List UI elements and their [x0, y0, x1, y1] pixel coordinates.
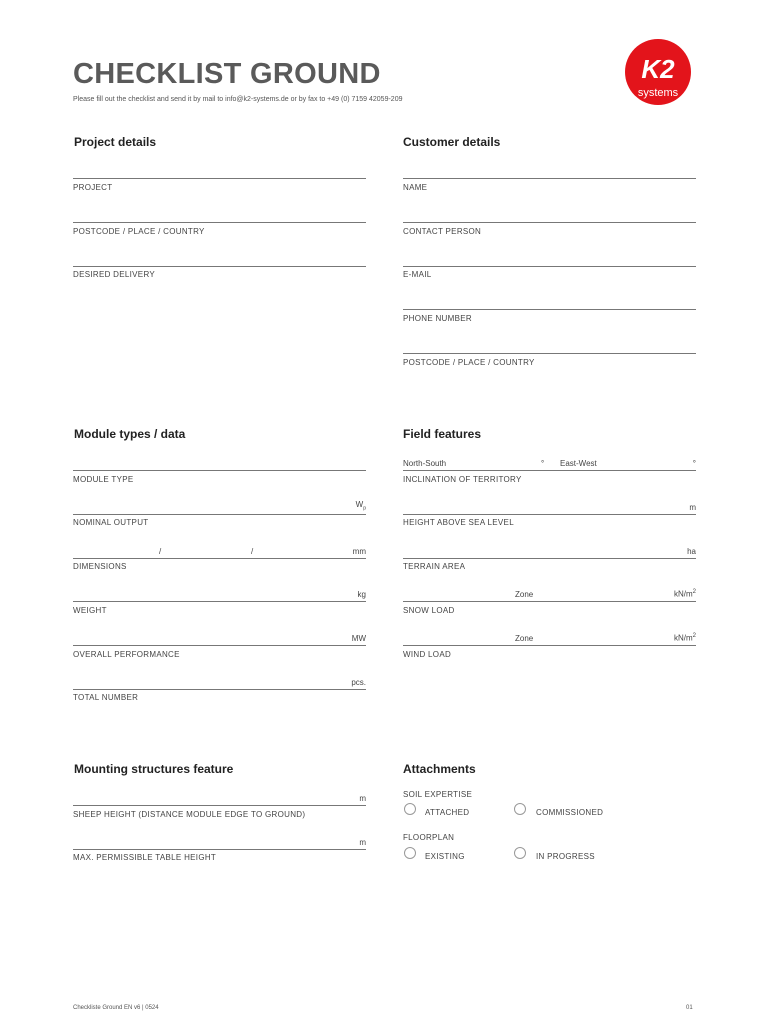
sheep-height-field[interactable] — [73, 786, 366, 806]
nominal-output-label: NOMINAL OUTPUT — [73, 518, 149, 527]
attached-radio[interactable] — [404, 803, 416, 815]
customer-name-field[interactable] — [403, 159, 696, 179]
field-features-title: Field features — [403, 427, 482, 441]
overall-performance-label: OVERALL PERFORMANCE — [73, 650, 180, 659]
project-label: PROJECT — [73, 183, 113, 192]
overall-performance-field[interactable] — [73, 626, 366, 646]
contact-person-field[interactable] — [403, 203, 696, 223]
project-postcode-field[interactable] — [73, 203, 366, 223]
total-number-unit: pcs. — [351, 678, 366, 687]
north-south-label: North-South — [403, 459, 447, 468]
module-type-field[interactable] — [73, 451, 366, 471]
existing-label: EXISTING — [425, 852, 465, 861]
terrain-area-label: TERRAIN AREA — [403, 562, 466, 571]
sea-level-field[interactable] — [403, 495, 696, 515]
east-west-label: East-West — [560, 459, 597, 468]
table-height-label: MAX. PERMISSIBLE TABLE HEIGHT — [73, 853, 217, 862]
dimensions-separator-2: / — [251, 547, 254, 556]
table-height-field[interactable] — [73, 830, 366, 850]
footer-page-number: 01 — [686, 1005, 693, 1011]
attachments-title: Attachments — [403, 762, 476, 776]
logo-main-text: K2 — [641, 54, 675, 84]
customer-postcode-field[interactable] — [403, 334, 696, 354]
sea-level-label: HEIGHT ABOVE SEA LEVEL — [403, 518, 514, 527]
east-west-degree: ° — [692, 459, 696, 468]
module-type-label: MODULE TYPE — [73, 475, 134, 484]
email-label: E-MAIL — [403, 270, 432, 279]
in-progress-radio[interactable] — [514, 847, 526, 859]
project-field[interactable] — [73, 159, 366, 179]
page-subtitle: Please fill out the checklist and send it by mail to info@k2-systems.de or by fax to +49 (0) 7159 42059-209 — [73, 96, 403, 103]
terrain-area-unit: ha — [687, 547, 696, 556]
nominal-output-unit: $W_p$ — [355, 500, 366, 512]
sheep-height-unit: m — [359, 794, 366, 803]
k2-systems-logo — [618, 38, 698, 106]
logo-sub-text: systems — [637, 87, 679, 99]
wind-load-field[interactable] — [403, 626, 696, 646]
project-postcode-label: POSTCODE / PLACE / COUNTRY — [73, 227, 205, 236]
desired-delivery-label: DESIRED DELIVERY — [73, 270, 156, 279]
nominal-output-field[interactable] — [73, 495, 366, 515]
snow-load-field[interactable] — [403, 582, 696, 602]
floorplan-label: FLOORPLAN — [403, 833, 455, 842]
overall-performance-unit: MW — [351, 634, 366, 643]
dimensions-separator-1: / — [159, 547, 162, 556]
snow-zone-label: Zone — [515, 590, 534, 599]
wind-load-unit: $kN/m^2$ — [673, 633, 696, 643]
inclination-field[interactable] — [403, 451, 696, 471]
dimensions-label: DIMENSIONS — [73, 562, 127, 571]
sea-level-unit: m — [689, 503, 696, 512]
total-number-field[interactable] — [73, 670, 366, 690]
contact-person-label: CONTACT PERSON — [403, 227, 482, 236]
phone-field[interactable] — [403, 290, 696, 310]
project-details-title: Project details — [74, 135, 157, 149]
email-field[interactable] — [403, 247, 696, 267]
mounting-title: Mounting structures feature — [74, 762, 234, 776]
in-progress-label: IN PROGRESS — [536, 852, 595, 861]
weight-field[interactable] — [73, 582, 366, 602]
attached-label: ATTACHED — [425, 808, 470, 817]
inclination-label: INCLINATION OF TERRITORY — [403, 475, 522, 484]
dimensions-field[interactable] — [73, 539, 366, 559]
wind-zone-label: Zone — [515, 634, 534, 643]
customer-postcode-label: POSTCODE / PLACE / COUNTRY — [403, 358, 535, 367]
phone-label: PHONE NUMBER — [403, 314, 472, 323]
existing-radio[interactable] — [404, 847, 416, 859]
module-types-title: Module types / data — [74, 427, 186, 441]
customer-details-title: Customer details — [403, 135, 501, 149]
dimensions-unit: mm — [352, 547, 366, 556]
commissioned-radio[interactable] — [514, 803, 526, 815]
soil-expertise-label: SOIL EXPERTISE — [403, 790, 473, 799]
north-south-degree: ° — [541, 459, 545, 468]
footer-document-id: Checkliste Ground EN v6 | 0524 — [73, 1005, 159, 1011]
wind-load-label: WIND LOAD — [403, 650, 452, 659]
total-number-label: TOTAL NUMBER — [73, 693, 139, 702]
weight-label: WEIGHT — [73, 606, 107, 615]
commissioned-label: COMMISSIONED — [536, 808, 604, 817]
snow-load-label: SNOW LOAD — [403, 606, 455, 615]
page-title: CHECKLIST GROUND — [73, 58, 381, 90]
terrain-area-field[interactable] — [403, 539, 696, 559]
desired-delivery-field[interactable] — [73, 247, 366, 267]
weight-unit: kg — [357, 590, 366, 599]
customer-name-label: NAME — [403, 183, 428, 192]
snow-load-unit: $kN/m^2$ — [673, 589, 696, 599]
table-height-unit: m — [359, 838, 366, 847]
sheep-height-label: SHEEP HEIGHT (DISTANCE MODULE EDGE TO GROUND) — [73, 810, 306, 819]
